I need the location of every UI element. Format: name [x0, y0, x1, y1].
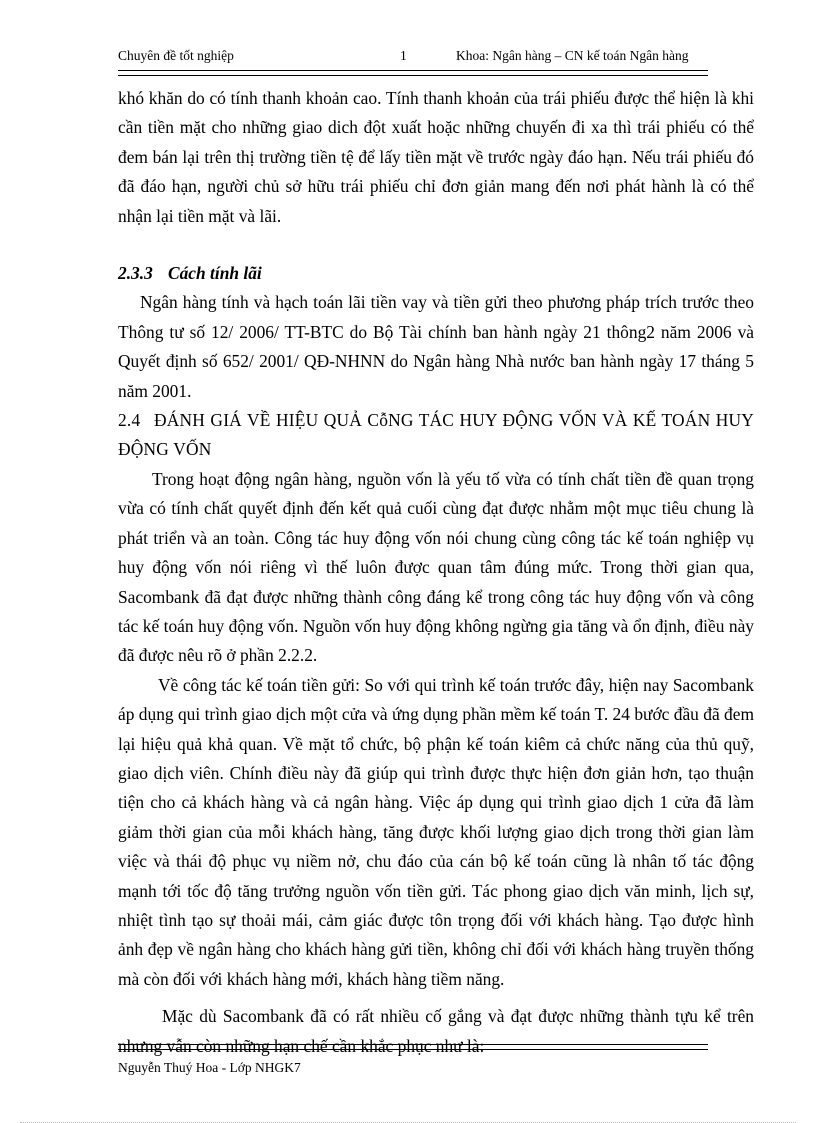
page-body: [118, 84, 754, 1061]
section-title: Cách tính lãi: [168, 263, 262, 284]
section-heading-2-3-3: [118, 259, 754, 288]
header-left-text: Chuyên đề tốt nghiệp: [118, 48, 234, 63]
section-title: ĐÁNH GIÁ VỀ HIỆU QUẢ CỗNG TÁC HUY ĐỘNG VỐN VÀ KẾ TOÁN HUY ĐỘNG VỐN: [118, 410, 754, 460]
footer-author: Nguyễn Thuý Hoa - Lớp NHGK7: [118, 1060, 301, 1075]
paragraph-interest-method: Ngân hàng tính và hạch toán lãi tiền vay và tiền gửi theo phương pháp trích trước theo Thông tư số 12/ 2006/ TT-BTC do Bộ Tài chính ban hành ngày 21 thông2 năm 2006 và Quyết định số 652/ 2001/ QĐ-NHNN do Ngân hàng Nhà nước ban hành ngày 17 tháng 5 năm 2001.: [118, 292, 754, 401]
footer-divider: [118, 1044, 708, 1050]
paragraph-deposit-accounting: Về công tác kế toán tiền gửi: So với qui trình kế toán trước đây, hiện nay Sacombank áp dụng qui trình giao dịch một cửa và ứng dụng phần mềm kế toán T. 24 bước đầu đã đem lại hiệu quả khả quan. Về mặt tổ chức, bộ phận kế toán kiêm cả chức năng của thủ quỹ, giao dịch viên. Chính điều này đã giúp qui trình được thực hiện đơn giản hơn, tạo thuận tiện cho cả khách hàng và cả ngân hàng. Việc áp dụng qui trình giao dịch 1 cửa đã làm giảm thời gian của mỗi khách hàng, tăng được khối lượng giao dịch trong thời gian làm việc và thái độ phục vụ niềm nở, chu đáo của cán bộ kế toán cũng là nhân tố tác động mạnh tới tốc độ tăng trưởng nguồn vốn tiền gửi. Tác phong giao dịch văn minh, lịch sự, nhiệt tình tạo sự thoải mái, cảm giác được tôn trọng đối với khách hàng. Tạo được hình ảnh đẹp về ngân hàng cho khách hàng gửi tiền, không chỉ đối với khách hàng truyền thống mà còn đối với khách hàng mới, khách hàng tiềm năng.: [118, 674, 754, 989]
section-number: 2.3.3: [118, 263, 153, 284]
page-number: 1: [400, 48, 407, 63]
paragraph-bond-liquidity: khó khăn do có tính thanh khoản cao. Tính thanh khoản của trái phiếu được thể hiện là khi cần tiền mặt cho những giao dich đột xuất hoặc những chuyến đi xa thì trái phiếu có thể đem bán lại trên thị trường tiền tệ để lấy tiền mặt về trước ngày đáo hạn. Nếu trái phiếu đó đã đáo hạn, người chủ sở hữu trái phiếu chỉ đơn giản mang đến nơi phát hành là có thể nhận lại tiền mặt và lãi.: [118, 88, 754, 226]
paragraph-limitations-intro: Mặc dù Sacombank đã có rất nhiều cố gắng và đạt được những thành tựu kể trên nhưng vẫn còn những hạn chế cần khắc phục như là:: [118, 1006, 754, 1056]
spacer: [118, 231, 754, 259]
section-number: 2.4: [118, 410, 141, 431]
header-divider: [118, 70, 708, 76]
paragraph-capital-mobilization: Trong hoạt động ngân hàng, nguồn vốn là yếu tố vừa có tính chất tiền đề quan trọng vừa có tính chất quyết định đến kết quả cuối cùng đạt được nhằm một mục tiêu chung là phát triển và an toàn. Công tác huy động vốn nói chung cùng công tác kế toán nghiệp vụ huy động vốn nói riêng vì thế luôn được quan tâm đúng mức. Trong thời gian qua, Sacombank đã đạt được những thành công đáng kể trong công tác huy động vốn và công tác kế toán huy động vốn. Nguồn vốn huy động không ngừng gia tăng và ổn định, điều này đã được nêu rõ ở phần 2.2.2.: [118, 468, 754, 666]
header-right-text: Khoa: Ngân hàng – CN kế toán Ngân hàng: [456, 48, 689, 63]
section-heading-2-4: [118, 406, 754, 465]
page-header: [118, 48, 724, 68]
